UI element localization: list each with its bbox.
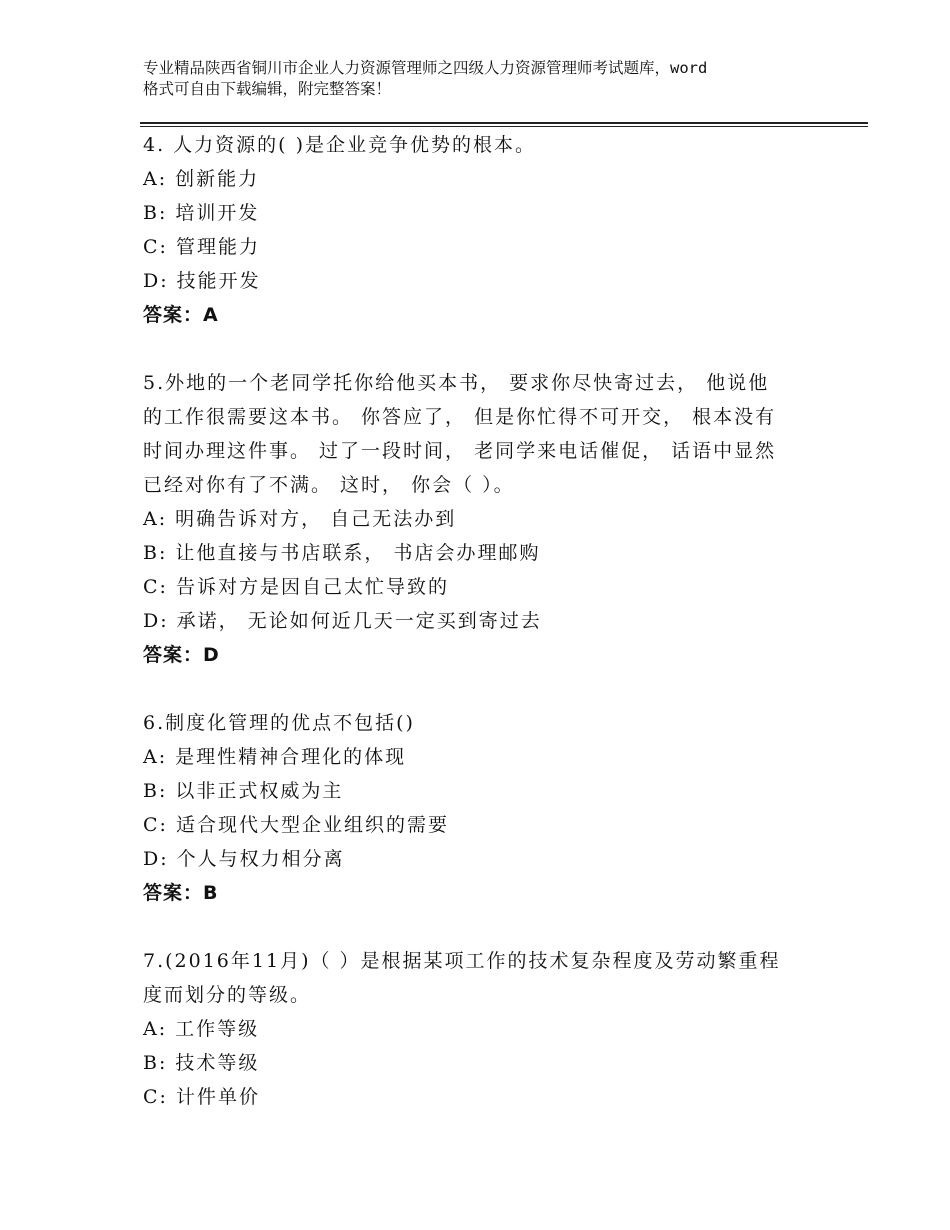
option-c: C: 告诉对方是因自己太忙导致的	[143, 576, 449, 598]
question-5	[143, 366, 823, 672]
question-stem: 度而划分的等级。	[143, 984, 312, 1006]
spacer	[143, 672, 823, 706]
answer: 答案：B	[143, 882, 219, 904]
option-c: C: 管理能力	[143, 236, 260, 258]
option-b: B: 培训开发	[143, 202, 260, 224]
option-d: D: 技能开发	[143, 270, 261, 292]
document-header	[143, 58, 843, 100]
option-d: D: 个人与权力相分离	[143, 848, 345, 870]
header-line-2: 格式可自由下载编辑，附完整答案！	[143, 80, 392, 98]
header-line-1: 专业精品陕西省铜川市企业人力资源管理师之四级人力资源管理师考试题库，word	[143, 59, 708, 77]
header-divider-thin	[140, 126, 868, 127]
option-a: A: 工作等级	[143, 1018, 260, 1040]
question-list	[143, 128, 823, 1114]
question-stem: 4. 人力资源的( )是企业竞争优势的根本。	[143, 134, 537, 156]
spacer	[143, 910, 823, 944]
question-7	[143, 944, 823, 1114]
option-d: D: 承诺， 无论如何近几天一定买到寄过去	[143, 610, 542, 632]
question-6	[143, 706, 823, 910]
option-a: A: 创新能力	[143, 168, 260, 190]
answer: 答案：A	[143, 304, 219, 326]
option-a: A: 明确告诉对方， 自己无法办到	[143, 508, 457, 530]
question-stem: 的工作很需要这本书。 你答应了， 但是你忙得不可开交， 根本没有	[143, 406, 777, 428]
question-stem: 5.外地的一个老同学托你给他买本书， 要求你尽快寄过去， 他说他	[143, 372, 770, 394]
option-b: B: 以非正式权威为主	[143, 780, 344, 802]
question-stem: 7.(2016年11月)（ ）是根据某项工作的技术复杂程度及劳动繁重程	[143, 950, 781, 972]
question-stem: 6.制度化管理的优点不包括()	[143, 712, 415, 734]
header-divider-thick	[140, 122, 868, 124]
option-c: C: 适合现代大型企业组织的需要	[143, 814, 449, 836]
question-4	[143, 128, 823, 332]
question-stem: 已经对你有了不满。 这时， 你会（ ）。	[143, 474, 515, 496]
question-stem: 时间办理这件事。 过了一段时间， 老同学来电话催促， 话语中显然	[143, 440, 777, 462]
option-a: A: 是理性精神合理化的体现	[143, 746, 407, 768]
spacer	[143, 332, 823, 366]
option-c: C: 计件单价	[143, 1086, 260, 1108]
option-b: B: 让他直接与书店联系， 书店会办理邮购	[143, 542, 541, 564]
answer: 答案：D	[143, 644, 220, 666]
option-b: B: 技术等级	[143, 1052, 260, 1074]
